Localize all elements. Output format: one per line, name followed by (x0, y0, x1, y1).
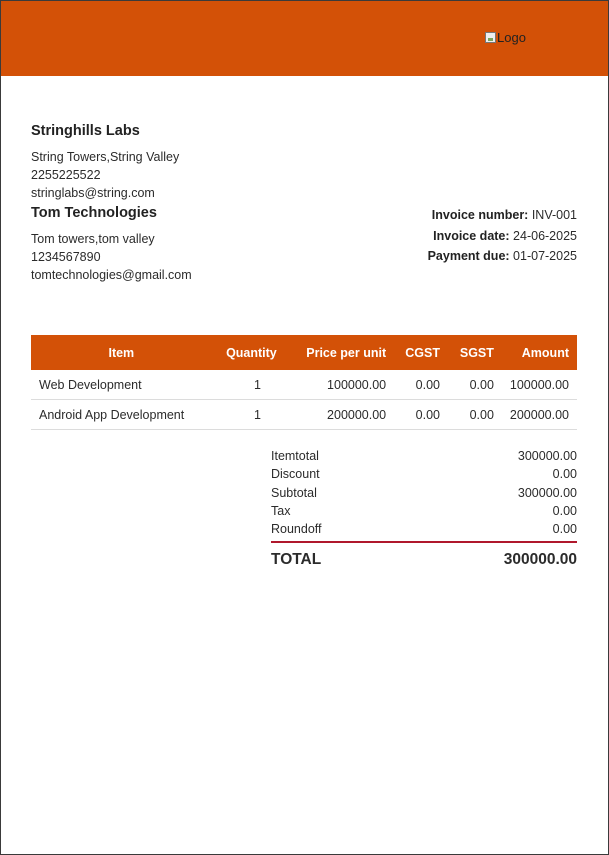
row-price: 200000.00 (291, 400, 394, 430)
discount-value: 0.00 (552, 467, 577, 482)
broken-image-icon (485, 32, 496, 43)
header-item: Item (108, 345, 135, 360)
buyer-name: Tom Technologies (31, 205, 157, 221)
invoice-date: 24-06-2025 (513, 228, 577, 243)
seller-email: stringlabs@string.com (31, 186, 155, 200)
header-amount: Amount (521, 345, 569, 360)
tax-row (271, 502, 577, 520)
invoice-date-row (428, 226, 577, 247)
header-cgst: CGST (405, 345, 441, 360)
header-price: Price per unit (306, 345, 387, 360)
row-cgst: 0.00 (394, 400, 448, 430)
seller-phone: 2255225522 (31, 168, 101, 182)
roundoff-row (271, 520, 577, 538)
invoice-number-row (428, 205, 577, 226)
row-sgst: 0.00 (448, 370, 502, 400)
logo-alt-text: Logo (497, 30, 526, 45)
roundoff-label: Roundoff (271, 522, 322, 537)
invoice-number: INV-001 (531, 208, 577, 222)
row-item: Web Development (31, 370, 212, 400)
invoice-date-label: Invoice date: (433, 228, 510, 243)
buyer-email: tomtechnologies@gmail.com (31, 268, 192, 282)
total-row (271, 551, 577, 569)
total-value: 300000.00 (503, 551, 577, 569)
subtotal-value: 300000.00 (517, 485, 577, 500)
header-quantity: Quantity (226, 345, 277, 360)
total-divider (271, 541, 577, 543)
buyer-block (31, 204, 192, 284)
row-sgst: 0.00 (448, 400, 502, 430)
row-item: Android App Development (31, 400, 212, 430)
payment-due-label: Payment due: (427, 249, 510, 263)
payment-due-row (428, 246, 577, 267)
roundoff-value: 0.00 (552, 522, 577, 537)
buyer-phone: 1234567890 (31, 250, 101, 264)
header-sgst: SGST (459, 345, 494, 360)
seller-address: String Towers,String Valley (31, 150, 180, 164)
itemtotal-row (271, 447, 577, 465)
payment-due: 01-07-2025 (513, 249, 577, 263)
items-table (31, 335, 577, 430)
total-label: TOTAL (271, 551, 322, 569)
invoice-meta (428, 205, 577, 267)
discount-label: Discount (271, 467, 320, 482)
itemtotal-value: 300000.00 (517, 449, 577, 463)
row-price: 100000.00 (291, 370, 394, 400)
header-bar (1, 1, 608, 76)
table-row (31, 370, 577, 400)
itemtotal-label: Itemtotal (271, 449, 319, 463)
seller-name: Stringhills Labs (31, 123, 140, 139)
tax-label: Tax (271, 503, 291, 518)
row-cgst: 0.00 (394, 370, 448, 400)
logo (485, 30, 526, 45)
subtotal-label: Subtotal (271, 485, 317, 500)
row-quantity: 1 (212, 370, 292, 400)
buyer-address: Tom towers,tom valley (31, 232, 155, 246)
row-amount: 200000.00 (502, 400, 577, 430)
row-quantity: 1 (212, 400, 292, 430)
table-header-row (31, 335, 577, 370)
summary-block (271, 447, 577, 569)
discount-row (271, 465, 577, 483)
subtotal-row (271, 484, 577, 502)
table-row (31, 400, 577, 430)
row-amount: 100000.00 (502, 370, 577, 400)
seller-block (31, 122, 179, 202)
invoice-number-label: Invoice number: (431, 208, 529, 222)
tax-value: 0.00 (552, 503, 577, 518)
